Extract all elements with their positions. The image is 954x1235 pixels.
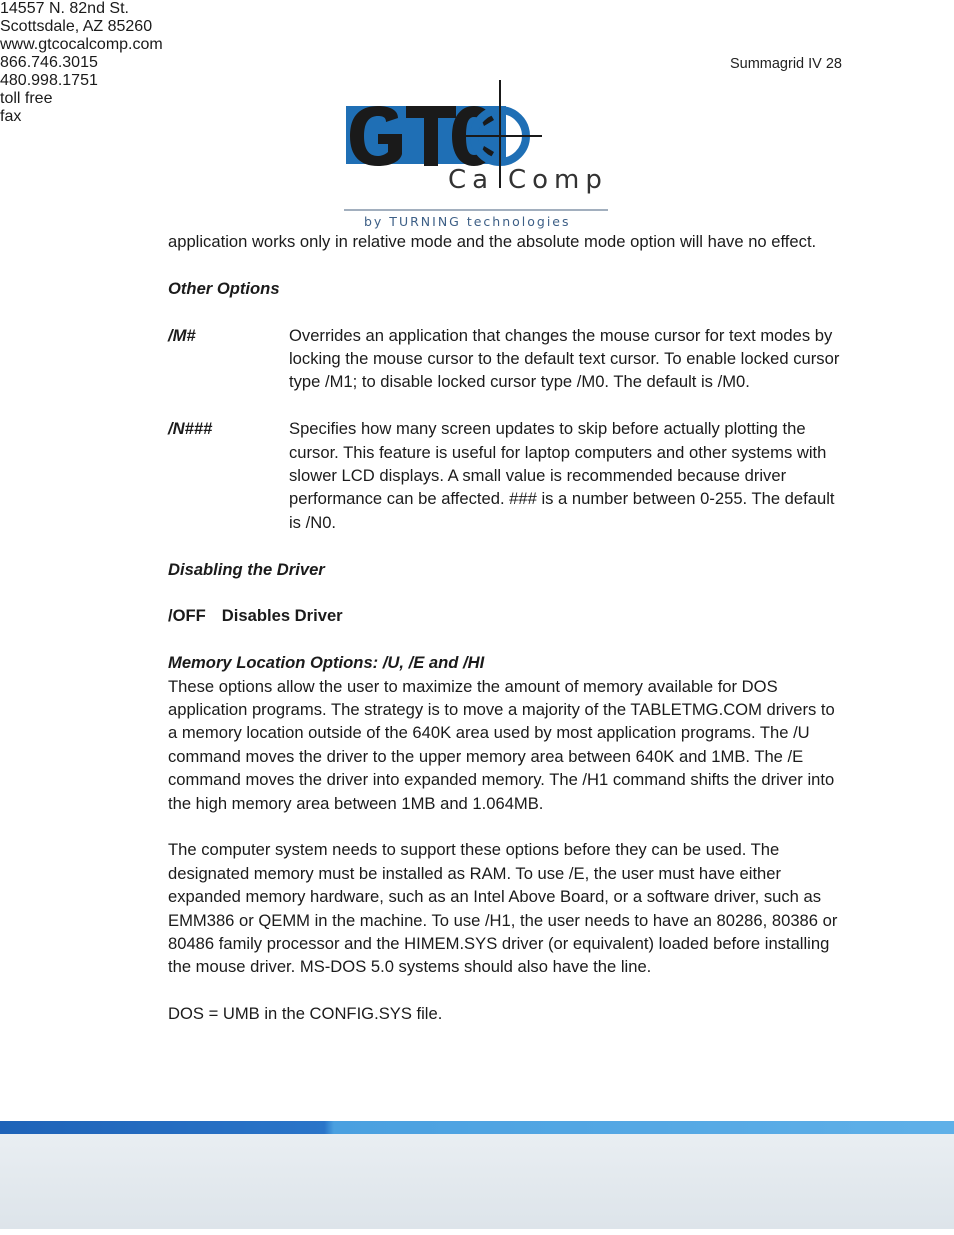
memory-heading: Memory Location Options: /U, /E and /HI <box>168 653 485 673</box>
off-desc: Disables Driver <box>221 606 343 626</box>
option-m <box>168 324 848 394</box>
logo-sub-left: Ca <box>448 165 495 195</box>
page-header-label: Summagrid IV 28 <box>729 56 842 72</box>
footer-address <box>0 0 954 36</box>
other-options-heading: Other Options <box>168 278 280 298</box>
off-option <box>168 604 848 627</box>
option-desc: Specifies how many screen updates to skip before actually plotting the cursor. This feature is useful for laptop computers and other systems with slower LCD displays. A small value is recommended because driver performance can be affected. ### is a number between 0-255. The default is /N0. <box>289 419 835 532</box>
memory-paragraph-3: DOS = UMB in the CONFIG.SYS file. <box>168 1004 443 1024</box>
footer-website-link[interactable]: www.gtcocalcomp.com <box>0 36 163 53</box>
label-tollfree: toll free <box>0 90 53 107</box>
address-line-2: Scottsdale, AZ 85260 <box>0 18 153 35</box>
option-desc: Overrides an application that changes the mouse cursor for text modes by locking the mouse cursor to the default text cursor. To enable locked cursor type /M1; to disable locked cursor type /M0. The default is /M0. <box>289 325 840 392</box>
memory-paragraph-2: The computer system needs to support these options before they can be used. The designated memory must be installed as RAM. To use /E, the user must have either expanded memory hardware, such as an Intel Above Board, or a software driver, such as EMM386 or QEMM in the machine. To use /H1, the user needs to have an 80286, 80386 or 80486 family processor and the HIMEM.SYS driver (or equivalent) loaded before installing the mouse driver. MS-DOS 5.0 systems should also have the line. <box>168 840 838 977</box>
disabling-heading: Disabling the Driver <box>168 559 325 579</box>
option-n <box>168 417 848 534</box>
phone-tollfree: 866.746.3015 <box>0 54 98 71</box>
logo-sub-right: Comp <box>508 165 608 195</box>
option-key: /M# <box>168 325 196 345</box>
phone-fax: 480.998.1751 <box>0 72 98 89</box>
intro-paragraph: application works only in relative mode and the absolute mode option will have no effect. <box>168 232 817 251</box>
footer-band <box>0 1134 954 1229</box>
address-line-1: 14557 N. 82nd St. <box>0 0 129 17</box>
memory-paragraph-1: These options allow the user to maximize the amount of memory available for DOS application programs. The strategy is to move a majority of the TABLETMG.COM drivers to a memory location outside of the 640K area used by most application programs. The /U command moves the driver to the upper memory area between 640K and 1MB. The /E command moves the driver into expanded memory. The /H1 command shifts the driver into the high memory area between 1MB and 1.064MB. <box>168 676 835 813</box>
page-footer <box>0 1121 954 1235</box>
gtco-calcomp-logo <box>340 74 620 234</box>
off-key: /OFF <box>168 606 206 626</box>
document-body <box>168 230 848 1026</box>
logo-tagline: by TURNING technologies <box>364 214 571 229</box>
label-fax: fax <box>0 108 22 125</box>
option-key: /N### <box>168 419 213 439</box>
footer-color-bar <box>0 1121 954 1134</box>
